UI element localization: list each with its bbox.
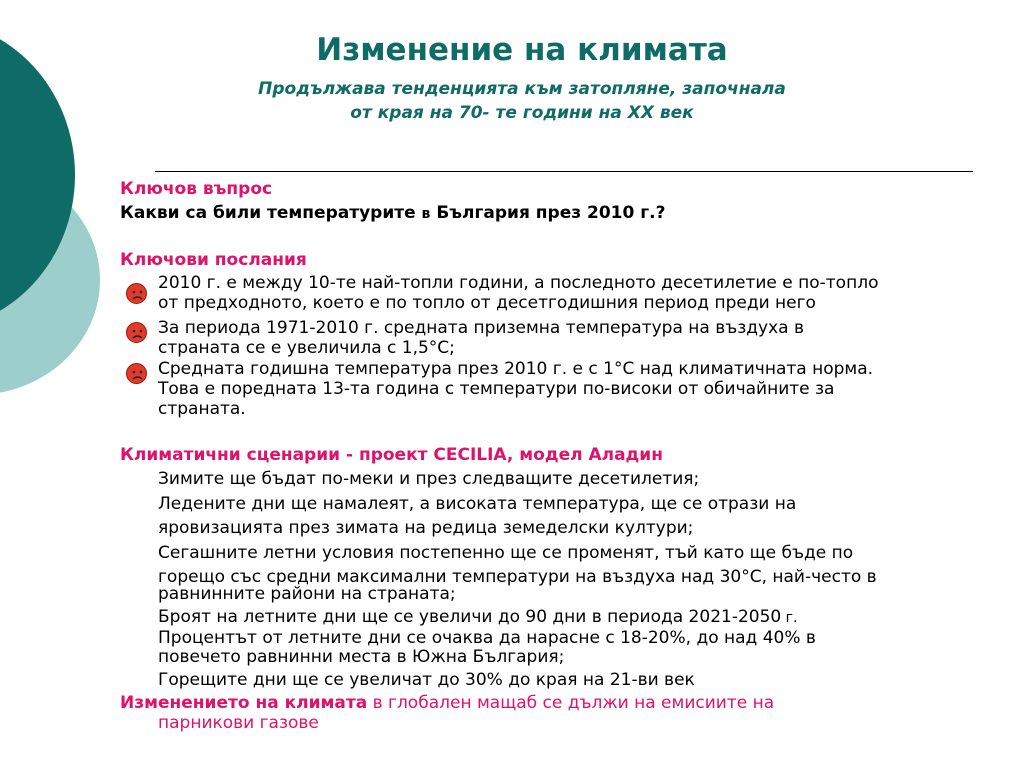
key-message-line: Средната годишна температура през 2010 г. е с 1°С над климатичната норма. xyxy=(158,359,874,379)
sad-face-icon xyxy=(126,322,147,343)
key-message-line: страната. xyxy=(158,399,246,419)
key-question-text xyxy=(120,203,665,224)
slide-title: Изменение на климата xyxy=(316,32,728,68)
key-message-line: 2010 г. е между 10-те най-топли години, а последното десетилетие е по-топло xyxy=(158,273,879,293)
key-message-line: страната се е увеличила с 1,5°С; xyxy=(158,338,455,358)
scenario-line: яровизацията през зимата на редица земеделски култури; xyxy=(158,518,694,538)
scenario-line: повечето равнинни места в Южна България; xyxy=(158,647,565,667)
scenario-line: Зимите ще бъдат по-меки и през следващите десетилетия; xyxy=(158,469,700,489)
key-messages-heading: Ключови послания xyxy=(120,250,307,270)
subtitle-line: от края на 70- те години на XX век xyxy=(350,103,694,123)
subtitle-line: Продължава тенденцията към затопляне, започнала xyxy=(258,79,786,99)
key-question-part: в xyxy=(421,206,431,222)
key-message-line: Това е поредната 13-та година с температури по-високи от обичайните за xyxy=(158,379,835,399)
key-question-heading: Ключов въпрос xyxy=(120,179,273,199)
scenario-line: Горещите дни ще се увеличат до 30% до края на 21-ви век xyxy=(158,670,695,690)
scenario-line: равнинните райони на страната; xyxy=(158,584,456,604)
conclusion-line-2: парникови газове xyxy=(158,713,319,733)
conclusion-bold: Изменението на климата xyxy=(120,693,368,713)
scenario-line: горещо със средни максимални температури на въздуха над 30°С, най-често в xyxy=(158,567,877,587)
key-question-part: България през 2010 г.? xyxy=(430,203,666,223)
conclusion-rest: в глобален мащаб се дължи на емисиите на xyxy=(367,693,775,713)
sad-face-icon xyxy=(126,363,147,384)
key-message-line: За периода 1971-2010 г. средната приземна температура на въздуха в xyxy=(158,318,804,338)
scenario-year-suffix: г. xyxy=(781,610,798,626)
slide-subtitle xyxy=(0,77,1024,125)
scenario-line xyxy=(158,607,798,628)
key-message-line: от предходното, което е по топло от десетгодишния период преди него xyxy=(158,293,816,313)
scenarios-heading: Климатични сценарии - проект CECILIA, модел Аладин xyxy=(120,445,663,465)
scenario-line: Процентът от летните дни се очаква да нарасне с 18-20%, до над 40% в xyxy=(158,628,816,648)
conclusion-line xyxy=(120,693,774,713)
scenario-line: Ледените дни ще намалеят, а високата температура, ще се отрази на xyxy=(158,494,797,514)
scenario-line-text: Броят на летните дни ще се увеличи до 90 дни в периода 2021-2050 xyxy=(158,607,782,627)
scenario-line: Сегашните летни условия постепенно ще се променят, тъй като ще бъде по xyxy=(158,543,854,563)
key-question-part: Какви са били температурите xyxy=(120,203,422,223)
sad-face-icon xyxy=(126,283,147,304)
divider xyxy=(155,171,973,172)
